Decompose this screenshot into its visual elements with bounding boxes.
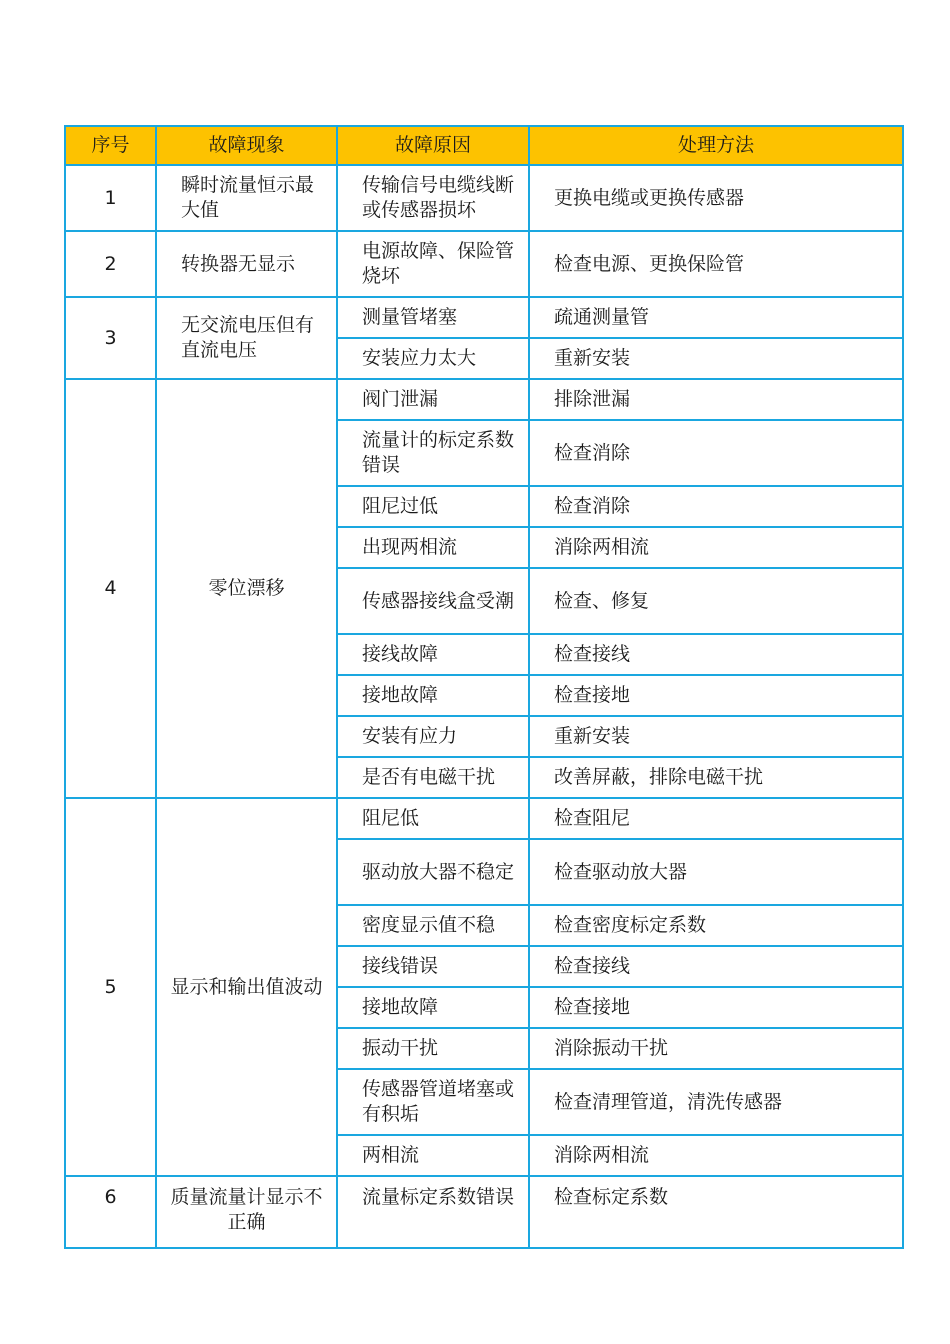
row-cause: 电源故障、保险管烧坏 <box>337 231 529 297</box>
row-no: 3 <box>65 297 156 379</box>
row-cause: 驱动放大器不稳定 <box>337 839 529 905</box>
row-cause: 安装有应力 <box>337 716 529 757</box>
row-solution: 检查接线 <box>529 634 903 675</box>
row-solution: 排除泄漏 <box>529 379 903 420</box>
table-row <box>65 1176 903 1248</box>
row-solution: 更换电缆或更换传感器 <box>529 165 903 231</box>
row-solution: 重新安装 <box>529 338 903 379</box>
row-cause: 阀门泄漏 <box>337 379 529 420</box>
row-solution: 检查标定系数 <box>529 1176 903 1248</box>
row-solution: 检查密度标定系数 <box>529 905 903 946</box>
row-cause: 安装应力太大 <box>337 338 529 379</box>
row-solution: 检查驱动放大器 <box>529 839 903 905</box>
row-no: 1 <box>65 165 156 231</box>
table-row <box>65 297 903 338</box>
row-solution: 检查电源、更换保险管 <box>529 231 903 297</box>
header-symptom: 故障现象 <box>156 126 337 165</box>
row-cause: 传输信号电缆线断或传感器损坏 <box>337 165 529 231</box>
row-no: 4 <box>65 379 156 798</box>
row-solution: 检查接地 <box>529 675 903 716</box>
row-cause: 接线错误 <box>337 946 529 987</box>
row-cause: 测量管堵塞 <box>337 297 529 338</box>
row-cause: 两相流 <box>337 1135 529 1176</box>
table-row <box>65 231 903 297</box>
row-cause: 接地故障 <box>337 675 529 716</box>
row-cause: 流量计的标定系数错误 <box>337 420 529 486</box>
row-cause: 接线故障 <box>337 634 529 675</box>
row-solution: 重新安装 <box>529 716 903 757</box>
header-cause: 故障原因 <box>337 126 529 165</box>
header-no: 序号 <box>65 126 156 165</box>
fault-table <box>64 125 904 1249</box>
table-row <box>65 798 903 839</box>
row-cause: 阻尼低 <box>337 798 529 839</box>
row-cause: 振动干扰 <box>337 1028 529 1069</box>
row-solution: 检查阻尼 <box>529 798 903 839</box>
row-solution: 检查清理管道，清洗传感器 <box>529 1069 903 1135</box>
row-symptom: 显示和输出值波动 <box>156 798 337 1176</box>
row-cause: 流量标定系数错误 <box>337 1176 529 1248</box>
row-solution: 改善屏蔽，排除电磁干扰 <box>529 757 903 798</box>
row-symptom: 零位漂移 <box>156 379 337 798</box>
row-cause: 出现两相流 <box>337 527 529 568</box>
row-symptom: 瞬时流量恒示最大值 <box>156 165 337 231</box>
table-row <box>65 165 903 231</box>
row-symptom: 质量流量计显示不正确 <box>156 1176 337 1248</box>
row-symptom: 转换器无显示 <box>156 231 337 297</box>
row-no: 2 <box>65 231 156 297</box>
header-row <box>65 126 903 165</box>
row-solution: 检查消除 <box>529 486 903 527</box>
row-solution: 检查接地 <box>529 987 903 1028</box>
row-solution: 检查消除 <box>529 420 903 486</box>
row-solution: 检查接线 <box>529 946 903 987</box>
row-solution: 疏通测量管 <box>529 297 903 338</box>
row-solution: 检查、修复 <box>529 568 903 634</box>
row-no: 6 <box>65 1176 156 1248</box>
row-no: 5 <box>65 798 156 1176</box>
row-cause: 传感器管道堵塞或有积垢 <box>337 1069 529 1135</box>
row-symptom: 无交流电压但有直流电压 <box>156 297 337 379</box>
row-cause: 是否有电磁干扰 <box>337 757 529 798</box>
row-solution: 消除两相流 <box>529 1135 903 1176</box>
table-row <box>65 379 903 420</box>
row-cause: 接地故障 <box>337 987 529 1028</box>
row-solution: 消除振动干扰 <box>529 1028 903 1069</box>
header-solution: 处理方法 <box>529 126 903 165</box>
row-cause: 传感器接线盒受潮 <box>337 568 529 634</box>
row-cause: 密度显示值不稳 <box>337 905 529 946</box>
row-cause: 阻尼过低 <box>337 486 529 527</box>
row-solution: 消除两相流 <box>529 527 903 568</box>
